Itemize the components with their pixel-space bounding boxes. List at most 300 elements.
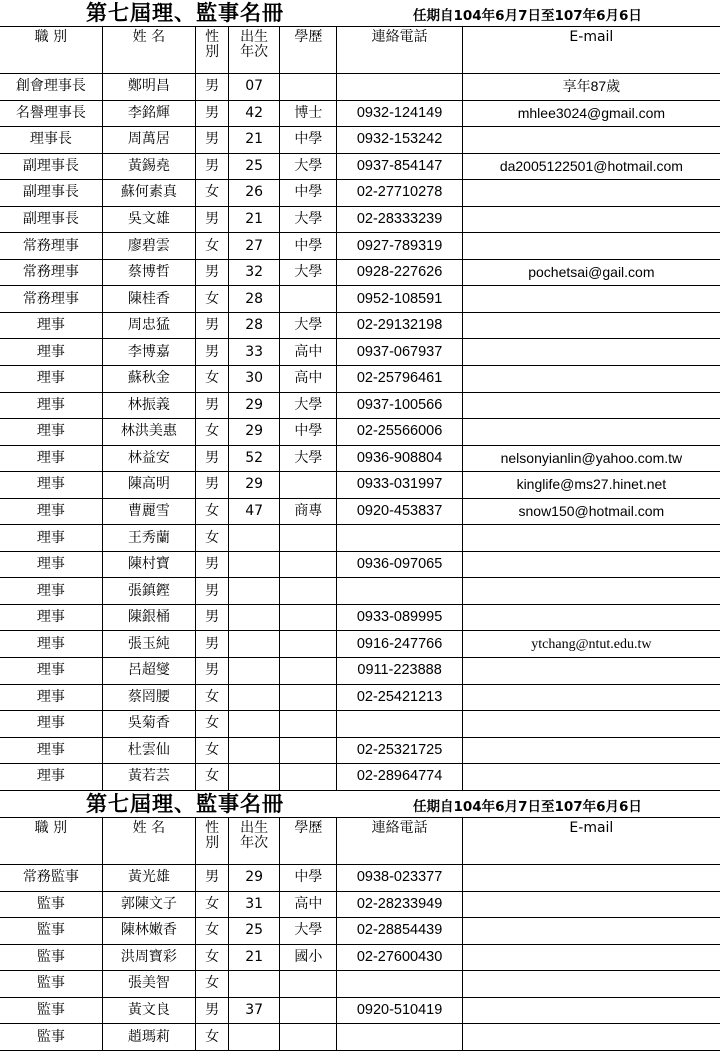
cell-role: 理事 — [0, 498, 102, 525]
table-row — [0, 865, 720, 892]
cell-name: 洪周寶彩 — [102, 944, 195, 971]
cell-role: 常務理事 — [0, 259, 102, 286]
cell-edu — [280, 525, 337, 552]
term-period-2: 任期自104年6月7日至107年6月6日 — [413, 799, 642, 815]
cell-gender: 男 — [196, 100, 229, 127]
cell-gender: 男 — [196, 551, 229, 578]
table-row — [0, 419, 720, 446]
cell-name: 吳菊香 — [102, 711, 195, 738]
cell-phone: 02-28333239 — [337, 206, 462, 233]
cell-email — [462, 551, 720, 578]
header-edu: 學歷 — [280, 818, 337, 865]
cell-email: da2005122501@hotmail.com — [462, 153, 720, 180]
cell-email: nelsonyianlin@yahoo.com.tw — [462, 445, 720, 472]
cell-name: 李銘輝 — [102, 100, 195, 127]
table-row — [0, 631, 720, 658]
cell-born: 29 — [229, 392, 280, 419]
table-row — [0, 764, 720, 791]
cell-gender: 女 — [196, 366, 229, 393]
cell-edu: 高中 — [280, 891, 337, 918]
cell-gender: 男 — [196, 206, 229, 233]
cell-name: 林益安 — [102, 445, 195, 472]
cell-email — [462, 525, 720, 552]
cell-email — [462, 604, 720, 631]
cell-edu — [280, 711, 337, 738]
cell-name: 陳高明 — [102, 472, 195, 499]
cell-role: 理事 — [0, 578, 102, 605]
cell-name: 呂超燮 — [102, 658, 195, 685]
directors-table — [0, 26, 720, 791]
cell-phone: 0938-023377 — [337, 865, 462, 892]
header-role: 職 別 — [0, 818, 102, 865]
cell-role: 理事 — [0, 604, 102, 631]
cell-role: 副理事長 — [0, 153, 102, 180]
cell-role: 理事 — [0, 366, 102, 393]
cell-role: 理事 — [0, 764, 102, 791]
cell-name: 蘇何素真 — [102, 180, 195, 207]
table-row — [0, 684, 720, 711]
cell-born: 32 — [229, 259, 280, 286]
cell-gender: 女 — [196, 498, 229, 525]
supervisors-table — [0, 817, 720, 1051]
cell-name: 蔡罔腰 — [102, 684, 195, 711]
cell-edu: 高中 — [280, 366, 337, 393]
cell-born — [229, 1024, 280, 1051]
cell-name: 張鎮鏗 — [102, 578, 195, 605]
header-phone: 連絡電話 — [337, 27, 462, 74]
cell-born — [229, 551, 280, 578]
cell-email — [462, 865, 720, 892]
cell-phone — [337, 971, 462, 998]
cell-role: 監事 — [0, 997, 102, 1024]
cell-email: 享年87歲 — [462, 74, 720, 101]
cell-role: 常務監事 — [0, 865, 102, 892]
cell-born: 25 — [229, 153, 280, 180]
cell-name: 陳桂香 — [102, 286, 195, 313]
cell-email — [462, 366, 720, 393]
cell-gender: 女 — [196, 233, 229, 260]
cell-born: 28 — [229, 286, 280, 313]
cell-edu: 中學 — [280, 180, 337, 207]
cell-edu — [280, 604, 337, 631]
cell-edu: 中學 — [280, 419, 337, 446]
cell-born: 29 — [229, 472, 280, 499]
cell-edu — [280, 684, 337, 711]
cell-name: 蘇秋金 — [102, 366, 195, 393]
cell-gender: 男 — [196, 153, 229, 180]
cell-phone: 0932-124149 — [337, 100, 462, 127]
cell-gender: 男 — [196, 127, 229, 154]
cell-role: 理事 — [0, 711, 102, 738]
header-role: 職 別 — [0, 27, 102, 74]
cell-role: 創會理事長 — [0, 74, 102, 101]
cell-born — [229, 631, 280, 658]
cell-name: 曹麗雪 — [102, 498, 195, 525]
header-gender-bottom: 別 — [205, 44, 220, 60]
cell-phone: 0937-067937 — [337, 339, 462, 366]
cell-gender: 女 — [196, 684, 229, 711]
cell-gender: 男 — [196, 74, 229, 101]
cell-name: 蔡博哲 — [102, 259, 195, 286]
cell-name: 黃若芸 — [102, 764, 195, 791]
header-email: E-mail — [462, 27, 720, 74]
cell-gender: 男 — [196, 312, 229, 339]
cell-name: 廖碧雲 — [102, 233, 195, 260]
header-phone: 連絡電話 — [337, 818, 462, 865]
cell-gender: 男 — [196, 578, 229, 605]
table-row — [0, 525, 720, 552]
table-row — [0, 180, 720, 207]
table-row — [0, 711, 720, 738]
cell-role: 常務理事 — [0, 286, 102, 313]
cell-born — [229, 764, 280, 791]
table-row — [0, 944, 720, 971]
cell-gender: 女 — [196, 286, 229, 313]
cell-edu — [280, 631, 337, 658]
cell-phone: 0920-510419 — [337, 997, 462, 1024]
cell-role: 理事 — [0, 339, 102, 366]
cell-edu: 中學 — [280, 233, 337, 260]
cell-email: mhlee3024@gmail.com — [462, 100, 720, 127]
table-row — [0, 206, 720, 233]
cell-edu: 大學 — [280, 392, 337, 419]
table-row — [0, 100, 720, 127]
cell-name: 林振義 — [102, 392, 195, 419]
cell-name: 李博嘉 — [102, 339, 195, 366]
table-row — [0, 392, 720, 419]
cell-gender: 女 — [196, 419, 229, 446]
cell-edu: 大學 — [280, 445, 337, 472]
table-row — [0, 233, 720, 260]
cell-role: 理事 — [0, 472, 102, 499]
cell-phone: 02-25421213 — [337, 684, 462, 711]
cell-email — [462, 419, 720, 446]
cell-name: 陳村寶 — [102, 551, 195, 578]
table-row — [0, 153, 720, 180]
cell-gender: 男 — [196, 631, 229, 658]
cell-phone: 0933-031997 — [337, 472, 462, 499]
cell-gender: 女 — [196, 764, 229, 791]
cell-edu — [280, 997, 337, 1024]
cell-edu: 大學 — [280, 312, 337, 339]
cell-born — [229, 971, 280, 998]
cell-email: snow150@hotmail.com — [462, 498, 720, 525]
table-row — [0, 366, 720, 393]
table-row — [0, 1024, 720, 1051]
header-email: E-mail — [462, 818, 720, 865]
cell-role: 副理事長 — [0, 206, 102, 233]
cell-name: 黃光雄 — [102, 865, 195, 892]
cell-phone: 02-25796461 — [337, 366, 462, 393]
header-born-bottom: 年次 — [240, 835, 269, 851]
table-row — [0, 737, 720, 764]
cell-gender: 女 — [196, 525, 229, 552]
cell-role: 監事 — [0, 918, 102, 945]
cell-edu — [280, 472, 337, 499]
cell-phone: 02-29132198 — [337, 312, 462, 339]
header-gender-top: 性 — [205, 820, 220, 836]
header-born-top: 出生 — [240, 820, 269, 836]
header-row-2 — [0, 818, 720, 865]
cell-phone: 0937-854147 — [337, 153, 462, 180]
table-row — [0, 578, 720, 605]
table-row — [0, 971, 720, 998]
cell-phone: 0928-227626 — [337, 259, 462, 286]
cell-born: 30 — [229, 366, 280, 393]
cell-born: 29 — [229, 419, 280, 446]
cell-email: ytchang@ntut.edu.tw — [462, 631, 720, 658]
cell-gender: 男 — [196, 658, 229, 685]
cell-edu — [280, 971, 337, 998]
cell-email — [462, 737, 720, 764]
cell-born — [229, 604, 280, 631]
cell-born — [229, 711, 280, 738]
cell-email — [462, 578, 720, 605]
cell-phone: 02-27600430 — [337, 944, 462, 971]
cell-born: 27 — [229, 233, 280, 260]
cell-role: 監事 — [0, 971, 102, 998]
cell-edu — [280, 737, 337, 764]
cell-role: 理事 — [0, 658, 102, 685]
table-row — [0, 445, 720, 472]
cell-born: 42 — [229, 100, 280, 127]
cell-role: 監事 — [0, 944, 102, 971]
cell-born: 31 — [229, 891, 280, 918]
cell-born: 52 — [229, 445, 280, 472]
cell-phone: 0937-100566 — [337, 392, 462, 419]
cell-phone — [337, 525, 462, 552]
cell-email: pochetsai@gail.com — [462, 259, 720, 286]
cell-role: 名譽理事長 — [0, 100, 102, 127]
cell-name: 王秀蘭 — [102, 525, 195, 552]
cell-role: 理事 — [0, 631, 102, 658]
cell-email — [462, 339, 720, 366]
cell-edu — [280, 286, 337, 313]
cell-gender: 男 — [196, 259, 229, 286]
cell-born: 37 — [229, 997, 280, 1024]
cell-email — [462, 684, 720, 711]
cell-phone — [337, 711, 462, 738]
cell-phone: 0932-153242 — [337, 127, 462, 154]
header-gender-top: 性 — [205, 29, 220, 45]
cell-born: 21 — [229, 206, 280, 233]
cell-phone: 02-27710278 — [337, 180, 462, 207]
cell-gender: 男 — [196, 339, 229, 366]
cell-edu: 大學 — [280, 259, 337, 286]
cell-name: 周萬居 — [102, 127, 195, 154]
page-title: 第七屆理、監事名冊 — [86, 0, 284, 25]
cell-born: 26 — [229, 180, 280, 207]
cell-born: 28 — [229, 312, 280, 339]
header-edu: 學歷 — [280, 27, 337, 74]
header-gender — [196, 27, 229, 74]
cell-edu — [280, 74, 337, 101]
cell-born: 25 — [229, 918, 280, 945]
cell-gender: 男 — [196, 865, 229, 892]
cell-edu — [280, 658, 337, 685]
cell-role: 理事 — [0, 392, 102, 419]
cell-edu: 大學 — [280, 153, 337, 180]
cell-phone: 02-25321725 — [337, 737, 462, 764]
cell-email — [462, 312, 720, 339]
cell-phone: 0936-908804 — [337, 445, 462, 472]
cell-role: 理事 — [0, 419, 102, 446]
cell-gender: 女 — [196, 918, 229, 945]
table-row — [0, 74, 720, 101]
section-supervisors — [0, 791, 720, 1051]
cell-gender: 男 — [196, 392, 229, 419]
header-born — [229, 818, 280, 865]
cell-role: 理事長 — [0, 127, 102, 154]
cell-born — [229, 658, 280, 685]
cell-gender: 男 — [196, 604, 229, 631]
cell-edu: 國小 — [280, 944, 337, 971]
table-row — [0, 604, 720, 631]
table-row — [0, 312, 720, 339]
cell-email — [462, 233, 720, 260]
cell-edu: 商專 — [280, 498, 337, 525]
cell-email — [462, 392, 720, 419]
cell-born: 33 — [229, 339, 280, 366]
table-row — [0, 472, 720, 499]
table-row — [0, 498, 720, 525]
cell-gender: 女 — [196, 180, 229, 207]
cell-phone: 0911-223888 — [337, 658, 462, 685]
cell-name: 趙瑪莉 — [102, 1024, 195, 1051]
cell-edu: 大學 — [280, 918, 337, 945]
table-row — [0, 918, 720, 945]
header-born — [229, 27, 280, 74]
table-row — [0, 891, 720, 918]
cell-email — [462, 1024, 720, 1051]
cell-phone: 02-28854439 — [337, 918, 462, 945]
cell-born: 21 — [229, 944, 280, 971]
cell-gender: 男 — [196, 997, 229, 1024]
cell-email — [462, 711, 720, 738]
cell-gender: 女 — [196, 971, 229, 998]
cell-born: 29 — [229, 865, 280, 892]
cell-gender: 女 — [196, 1024, 229, 1051]
header-name: 姓 名 — [102, 818, 195, 865]
cell-role: 副理事長 — [0, 180, 102, 207]
header-gender-bottom: 別 — [205, 835, 220, 851]
cell-gender: 女 — [196, 944, 229, 971]
cell-name: 張玉純 — [102, 631, 195, 658]
cell-gender: 女 — [196, 891, 229, 918]
cell-name: 陳銀桶 — [102, 604, 195, 631]
cell-email — [462, 918, 720, 945]
cell-phone: 0933-089995 — [337, 604, 462, 631]
cell-name: 黃文良 — [102, 997, 195, 1024]
page-title-2: 第七屆理、監事名冊 — [86, 791, 284, 816]
table-row — [0, 658, 720, 685]
cell-name: 吳文雄 — [102, 206, 195, 233]
cell-gender: 男 — [196, 472, 229, 499]
cell-gender: 女 — [196, 737, 229, 764]
cell-edu — [280, 1024, 337, 1051]
cell-email — [462, 971, 720, 998]
cell-email — [462, 944, 720, 971]
cell-gender: 男 — [196, 445, 229, 472]
cell-role: 監事 — [0, 1024, 102, 1051]
cell-name: 陳林嫩香 — [102, 918, 195, 945]
cell-role: 監事 — [0, 891, 102, 918]
cell-email — [462, 180, 720, 207]
cell-edu: 中學 — [280, 127, 337, 154]
cell-name: 林洪美惠 — [102, 419, 195, 446]
cell-born — [229, 525, 280, 552]
cell-edu — [280, 578, 337, 605]
cell-email — [462, 764, 720, 791]
cell-phone: 0952-108591 — [337, 286, 462, 313]
cell-gender: 女 — [196, 711, 229, 738]
cell-phone: 0936-097065 — [337, 551, 462, 578]
header-born-bottom: 年次 — [240, 44, 269, 60]
cell-phone — [337, 74, 462, 101]
cell-born — [229, 737, 280, 764]
cell-edu — [280, 551, 337, 578]
table-row — [0, 997, 720, 1024]
cell-born: 07 — [229, 74, 280, 101]
cell-role: 理事 — [0, 445, 102, 472]
header-row — [0, 27, 720, 74]
cell-role: 理事 — [0, 684, 102, 711]
cell-born — [229, 578, 280, 605]
table-row — [0, 286, 720, 313]
cell-edu: 大學 — [280, 206, 337, 233]
cell-phone: 0920-453837 — [337, 498, 462, 525]
cell-phone: 02-28964774 — [337, 764, 462, 791]
cell-email — [462, 286, 720, 313]
cell-name: 黃錫堯 — [102, 153, 195, 180]
cell-name: 張美智 — [102, 971, 195, 998]
cell-edu: 博士 — [280, 100, 337, 127]
header-born-top: 出生 — [240, 29, 269, 45]
header-gender — [196, 818, 229, 865]
cell-email — [462, 997, 720, 1024]
cell-email: kinglife@ms27.hinet.net — [462, 472, 720, 499]
cell-role: 理事 — [0, 551, 102, 578]
table-row — [0, 259, 720, 286]
term-period: 任期自104年6月7日至107年6月6日 — [413, 8, 642, 24]
cell-name: 周忠猛 — [102, 312, 195, 339]
cell-phone: 0916-247766 — [337, 631, 462, 658]
cell-born — [229, 684, 280, 711]
cell-name: 杜雲仙 — [102, 737, 195, 764]
cell-email — [462, 658, 720, 685]
cell-phone — [337, 578, 462, 605]
cell-role: 常務理事 — [0, 233, 102, 260]
table-row — [0, 339, 720, 366]
cell-email — [462, 206, 720, 233]
cell-phone: 02-25566006 — [337, 419, 462, 446]
header-name: 姓 名 — [102, 27, 195, 74]
cell-phone: 02-28233949 — [337, 891, 462, 918]
cell-phone: 0927-789319 — [337, 233, 462, 260]
cell-role: 理事 — [0, 312, 102, 339]
table-row — [0, 127, 720, 154]
table-row — [0, 551, 720, 578]
cell-name: 鄭明昌 — [102, 74, 195, 101]
cell-role: 理事 — [0, 737, 102, 764]
cell-edu: 中學 — [280, 865, 337, 892]
title-row — [0, 0, 720, 26]
cell-name: 郭陳文子 — [102, 891, 195, 918]
cell-email — [462, 127, 720, 154]
cell-born: 47 — [229, 498, 280, 525]
cell-edu: 高中 — [280, 339, 337, 366]
cell-role: 理事 — [0, 525, 102, 552]
